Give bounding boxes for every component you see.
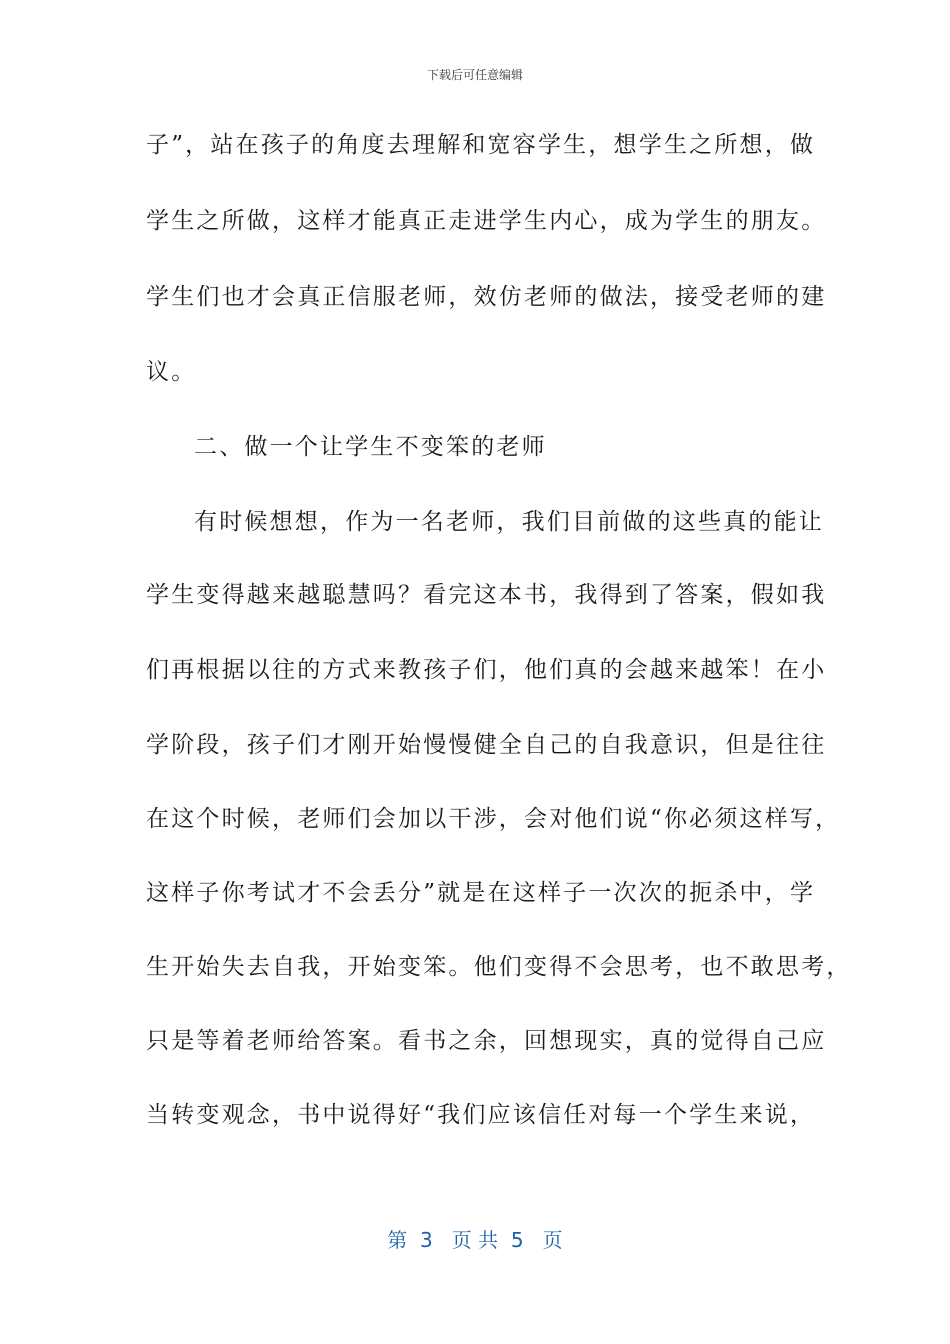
paragraph-line: 只是等着老师给答案。看书之余，回想现实，真的觉得自己应 [146,1028,827,1054]
paragraph-line: 议。 [146,359,197,385]
paragraph-line: 在这个时候，老师们会加以干涉，会对他们说“你必须这样写， [146,806,841,832]
section-heading: 二、做一个让学生不变笨的老师 [194,434,547,460]
paragraph-line: 当转变观念，书中说得好“我们应该信任对每一个学生来说， [146,1102,816,1128]
paragraph-line: 学阶段，孩子们才刚开始慢慢健全自己的自我意识，但是往往 [146,732,827,758]
paragraph-line: 子”，站在孩子的角度去理解和宽容学生，想学生之所想，做 [146,132,816,158]
page-number-footer: 第 3 页 共 5 页 [387,1228,563,1252]
paragraph-line: 这样子你考试才不会丢分”就是在这样子一次次的扼杀中，学 [146,880,816,906]
paragraph-line: 学生们也才会真正信服老师，效仿老师的做法，接受老师的建 [146,284,827,310]
page-header: 下载后可任意编辑 [426,68,523,82]
paragraph-line: 学生之所做，这样才能真正走进学生内心，成为学生的朋友。 [146,208,827,234]
paragraph-line: 们再根据以往的方式来教孩子们，他们真的会越来越笨！在小 [146,657,827,683]
paragraph-line: 有时候想想，作为一名老师，我们目前做的这些真的能让 [194,509,824,535]
paragraph-line: 生开始失去自我，开始变笨。他们变得不会思考，也不敢思考， [146,954,852,980]
paragraph-line: 学生变得越来越聪慧吗？看完这本书，我得到了答案，假如我 [146,582,827,608]
